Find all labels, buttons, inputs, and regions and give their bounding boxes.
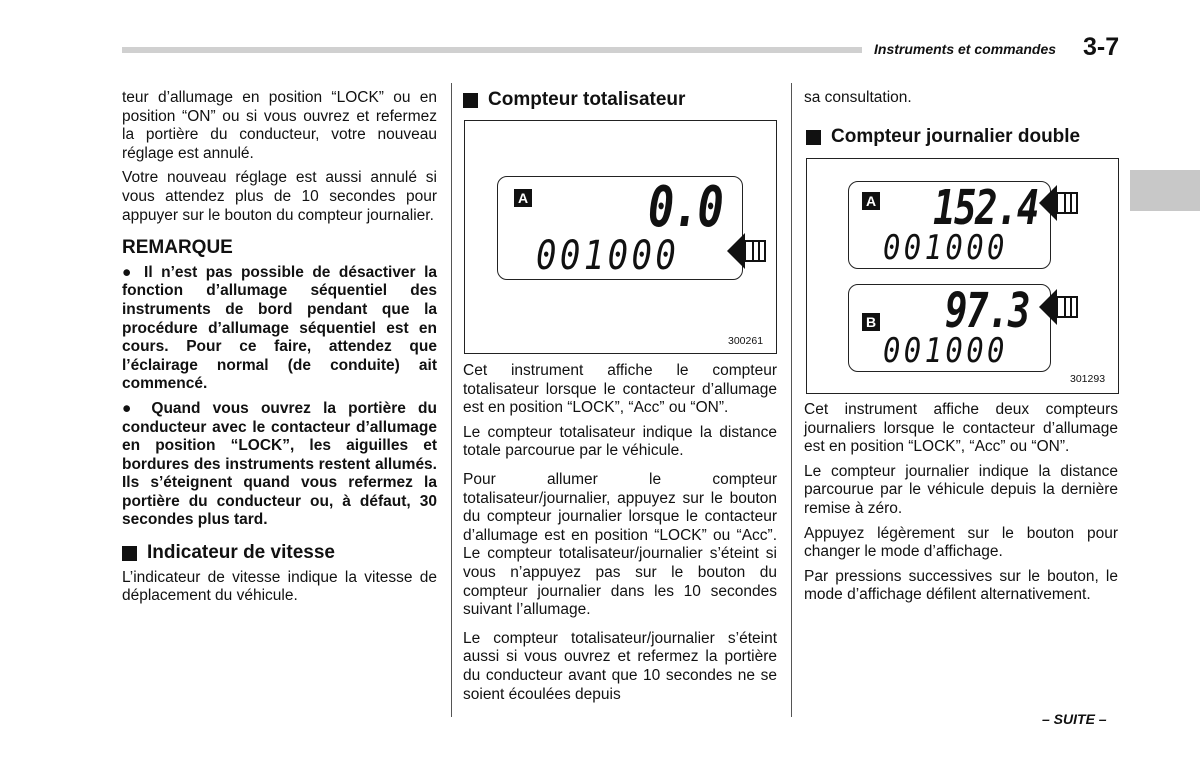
- figure-code: 300261: [728, 335, 764, 347]
- section-heading-odometer: [463, 89, 685, 111]
- column-divider-2: [791, 83, 792, 717]
- square-bullet-icon: [463, 93, 478, 108]
- paragraph: Le compteur journalier indique la distance parcourue par le véhicule depuis la dernière remise à zéro.: [804, 462, 1118, 517]
- pointing-arrow-icon: [727, 231, 771, 271]
- section-heading-text: Compteur totalisateur: [488, 89, 686, 110]
- odometer-figure: [464, 120, 777, 354]
- lcd-display-top: [848, 181, 1051, 269]
- square-bullet-icon: [806, 130, 821, 145]
- paragraph: Cet instrument affiche le compteur totalisateur lorsque le contacteur d’allumage est en position “LOCK”, “Acc” ou “ON”.: [463, 362, 777, 417]
- paragraph: Appuyez légèrement sur le bouton pour changer le mode d’affichage.: [804, 524, 1118, 561]
- column-3-bottom: [804, 401, 1118, 611]
- trip-b-readout: 97.3: [945, 283, 1029, 339]
- display-badge: A: [514, 189, 532, 207]
- display-badge: B: [862, 313, 880, 331]
- section-heading-text: Compteur journalier double: [831, 126, 1081, 147]
- paragraph: Par pressions successives sur le bouton, le mode d’affichage défilent alternativement.: [804, 567, 1118, 604]
- figure-code: 301293: [1070, 373, 1106, 385]
- section-heading-speed: [122, 544, 437, 563]
- remarque-bullet: ● Quand vous ouvrez la portière du conducteur avec le contacteur d’allumage en position “LOCK”, les aiguilles et bordures des instruments restent allumés. Ils s’éteignent quand vous refermez la portière du conducteur ou, à défaut, 30 secondes plus tard.: [122, 399, 437, 529]
- section-heading-text: Indicateur de vitesse: [147, 542, 335, 564]
- column-divider-1: [451, 83, 452, 717]
- pointing-arrow-icon: [1039, 287, 1083, 327]
- continued-marker: – SUITE –: [1042, 711, 1107, 727]
- paragraph: teur d’allumage en position “LOCK” ou en position “ON” ou si vous ouvrez et refermez la portière du conducteur, votre nouveau réglage est annulé.: [122, 89, 437, 162]
- remarque-bullet: ● Il n’est pas possible de désactiver la fonction d’allumage séquentiel des instruments de bord pendant que la procédure d’allumage séquentiel est en cours. Pour ce faire, attendez que l’éclairage normal (de conduite) ait commencé.: [122, 263, 437, 393]
- page-number: 3-7: [1083, 33, 1120, 61]
- paragraph: L’indicateur de vitesse indique la vitesse de déplacement du véhicule.: [122, 568, 437, 605]
- display-badge: A: [862, 192, 880, 210]
- dual-trip-figure: [806, 158, 1119, 394]
- page-header-title: Instruments et commandes: [874, 41, 1057, 57]
- column-1: [122, 89, 437, 612]
- lcd-display: [497, 176, 743, 280]
- paragraph: sa consultation.: [804, 89, 912, 106]
- odometer-readout: 001000: [883, 228, 1008, 268]
- column-3-top: [804, 89, 1118, 114]
- lcd-display-bottom: [848, 284, 1051, 372]
- paragraph: Votre nouveau réglage est aussi annulé si vous attendez plus de 10 secondes pour appuyer sur le bouton du compteur journalier.: [122, 169, 437, 224]
- odometer-readout: 001000: [536, 233, 680, 279]
- odometer-readout: 001000: [883, 331, 1008, 371]
- column-2: [463, 362, 777, 710]
- pointing-arrow-icon: [1039, 183, 1083, 223]
- paragraph: Cet instrument affiche deux compteurs journaliers lorsque le contacteur d’allumage est en position “LOCK”, “Acc” ou “ON”.: [804, 401, 1118, 456]
- paragraph: Le compteur totalisateur indique la distance totale parcourue par le véhicule.: [463, 423, 777, 460]
- chapter-tab: [1130, 170, 1200, 211]
- trip-readout: 0.0: [648, 175, 723, 240]
- section-heading-dual-trip: [806, 126, 1080, 148]
- paragraph: Le compteur totalisateur/journalier s’éteint aussi si vous ouvrez et refermez la portière du conducteur avant que 10 secondes ne se soient écoulées depuis: [463, 629, 777, 703]
- paragraph: Pour allumer le compteur totalisateur/journalier, appuyez sur le bouton du compteur journalier lorsque le contacteur d’allumage est en position “LOCK” ou “Acc”. Le compteur totalisateur/journalier s’éteint si vous n’appuyez pas sur le bouton du compteur journalier dans les 10 secondes suivant l’allumage.: [463, 470, 777, 619]
- trip-a-readout: 152.4: [933, 180, 1038, 236]
- header-rule: [122, 47, 862, 53]
- square-bullet-icon: [122, 546, 137, 561]
- remarque-heading: REMARQUE: [122, 237, 233, 259]
